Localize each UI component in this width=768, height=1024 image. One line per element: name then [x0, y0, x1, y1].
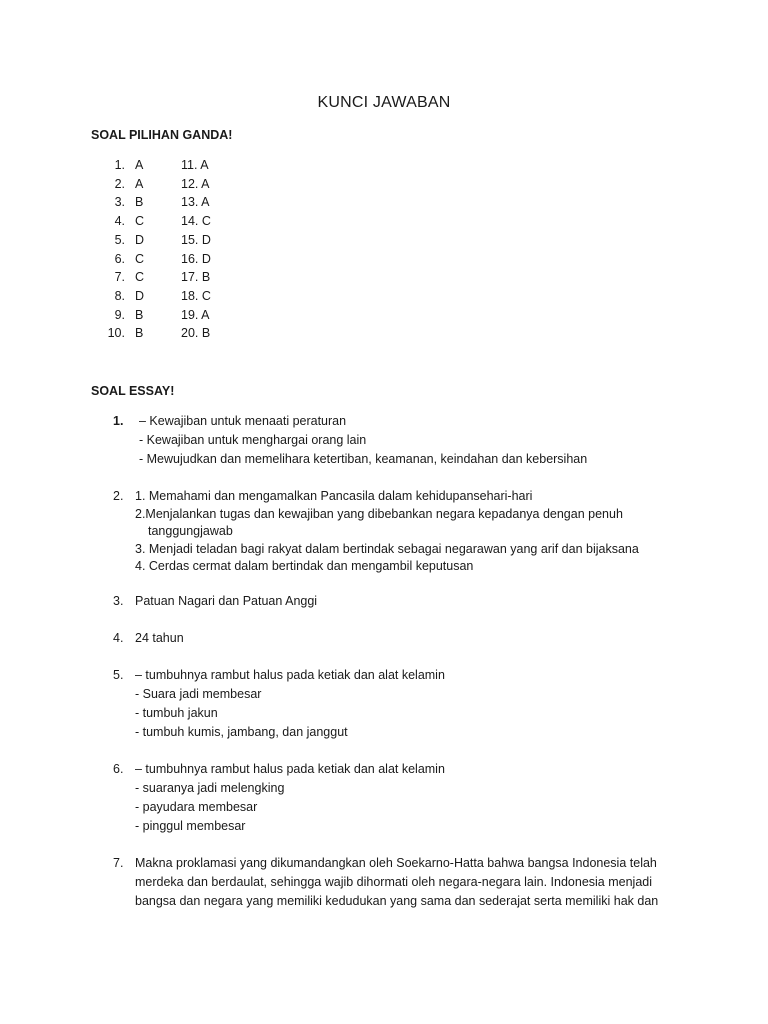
mc-answer-right: 12. A	[181, 176, 210, 191]
essay-line: - Kewajiban untuk menghargai orang lain	[139, 433, 367, 447]
essay-line: Patuan Nagari dan Patuan Anggi	[135, 594, 318, 608]
essay-line: 24 tahun	[135, 631, 184, 645]
mc-answer: D	[135, 232, 145, 247]
essay-number: 4.	[113, 631, 124, 645]
mc-answer-list	[91, 156, 391, 346]
essay-line: tanggungjawab	[148, 524, 233, 538]
mc-answer-right: 13. A	[181, 195, 210, 210]
mc-number: 4.	[114, 214, 125, 229]
essay-line: – Kewajiban untuk menaati peraturan	[139, 414, 347, 428]
mc-number: 6.	[114, 251, 125, 266]
essay-number: 5.	[113, 668, 124, 682]
mc-answer-right: 19. A	[181, 307, 210, 322]
essay-number: 1.	[113, 414, 124, 428]
mc-answer-right: 14. C	[181, 214, 211, 229]
essay-line: - pinggul membesar	[135, 819, 246, 833]
mc-answer: D	[135, 288, 145, 303]
mc-number: 1.	[114, 158, 125, 172]
mc-answer: C	[135, 251, 145, 266]
mc-answer: A	[135, 158, 144, 172]
essay-line: 4. Cerdas cermat dalam bertindak dan mengambil keputusan	[135, 559, 474, 573]
mc-answer-right: 11. A	[181, 158, 209, 172]
mc-number: 3.	[114, 195, 125, 210]
essay-line: 1. Memahami dan mengamalkan Pancasila dalam kehidupansehari-hari	[135, 489, 533, 503]
mc-answer-right: 15. D	[181, 232, 211, 247]
essay-line: – tumbuhnya rambut halus pada ketiak dan alat kelamin	[135, 668, 445, 682]
mc-answer: B	[135, 326, 144, 341]
mc-number: 9.	[114, 307, 125, 322]
essay-line: Makna proklamasi yang dikumandangkan oleh Soekarno-Hatta bahwa bangsa Indonesia telah	[135, 856, 657, 870]
mc-answer: C	[135, 270, 145, 285]
mc-answer-right: 20. B	[181, 326, 211, 341]
mc-answer: C	[135, 214, 145, 229]
mc-number: 10.	[107, 326, 125, 341]
essay-line: bangsa dan negara yang memiliki kedudukan yang sama dan sederajat serta memiliki hak dan	[135, 894, 659, 908]
essay-line: - suaranya jadi melengking	[135, 781, 285, 795]
mc-answer: B	[135, 195, 144, 210]
page-title: KUNCI JAWABAN	[317, 94, 451, 111]
mc-number: 7.	[114, 270, 125, 285]
essay-line: 3. Menjadi teladan bagi rakyat dalam bertindak sebagai negarawan yang arif dan bijaksana	[135, 542, 639, 556]
essay-line: merdeka dan berdaulat, sehingga wajib dihormati oleh negara-negara lain. Indonesia menjadi	[135, 875, 653, 889]
essay-line: 2.Menjalankan tugas dan kewajiban yang dibebankan negara kepadanya dengan penuh	[135, 507, 623, 521]
essay-number: 7.	[113, 856, 124, 870]
mc-number: 8.	[114, 288, 125, 303]
essay-line: - tumbuh jakun	[135, 706, 218, 720]
essay-line: – tumbuhnya rambut halus pada ketiak dan alat kelamin	[135, 762, 445, 776]
mc-answer: A	[135, 176, 144, 191]
essay-heading: SOAL ESSAY!	[91, 384, 175, 398]
mc-heading: SOAL PILIHAN GANDA!	[91, 128, 233, 142]
essay-line: - Mewujudkan dan memelihara ketertiban, keamanan, keindahan dan kebersihan	[139, 452, 588, 466]
mc-number: 5.	[114, 232, 125, 247]
essay-line: - Suara jadi membesar	[135, 687, 262, 701]
essay-number: 6.	[113, 762, 124, 776]
mc-answer: B	[135, 307, 144, 322]
essay-number: 3.	[113, 594, 124, 608]
mc-answer-right: 17. B	[181, 270, 211, 285]
mc-number: 2.	[114, 176, 125, 191]
mc-answer-right: 18. C	[181, 288, 211, 303]
mc-answer-right: 16. D	[181, 251, 211, 266]
essay-line: - payudara membesar	[135, 800, 258, 814]
essay-line: - tumbuh kumis, jambang, dan janggut	[135, 725, 348, 739]
essay-number: 2.	[113, 489, 124, 503]
